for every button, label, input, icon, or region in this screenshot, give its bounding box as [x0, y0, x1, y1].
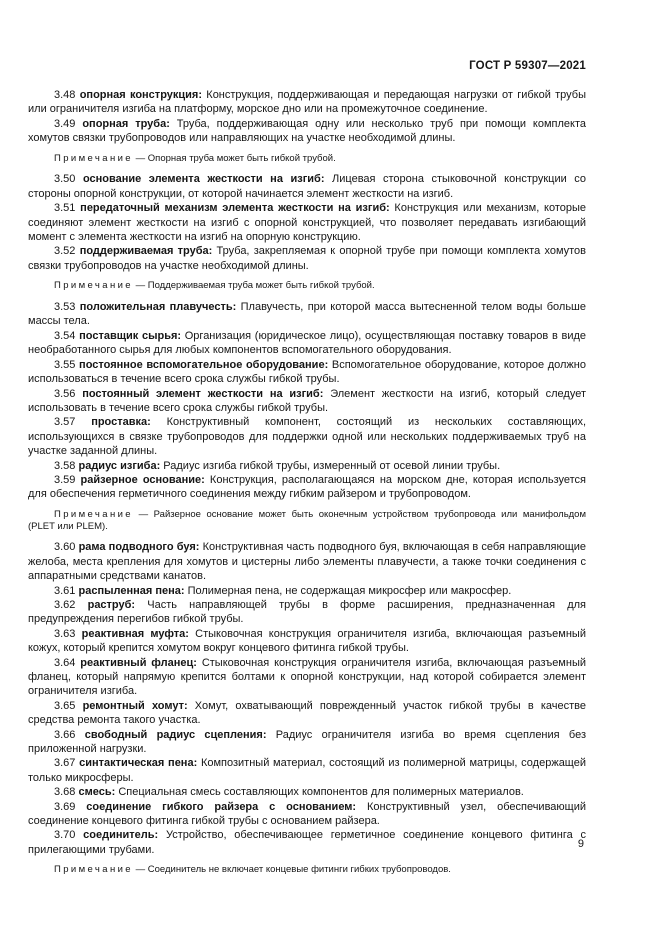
- term-definition: Радиус ограничителя изгиба во время сцепления без приложенной нагрузки.: [28, 728, 586, 756]
- term-paragraph: [28, 756, 586, 785]
- term-number: 3.66: [54, 728, 76, 741]
- term-number: 3.68: [54, 786, 76, 799]
- term-number: 3.50: [54, 173, 76, 186]
- term-paragraph: [28, 117, 586, 146]
- term-definition: Конструктивная часть подводного буя, включающая в себя направляющие желоба, места крепления для хомутов и цистерны либо элементы плавучести, а также точки соединения с аппаратными средствами канатов.: [28, 541, 587, 583]
- term-paragraph: [28, 473, 586, 502]
- term-paragraph: [28, 540, 586, 583]
- term-name: основание элемента жесткости на изгиб:: [82, 173, 325, 186]
- term-name: рама подводного буя:: [78, 541, 200, 554]
- term-paragraph: [28, 800, 586, 829]
- term-paragraph: [28, 584, 586, 598]
- note-label: Примечание: [54, 508, 133, 520]
- term-paragraph: [28, 656, 586, 699]
- term-name: реактивный фланец:: [80, 656, 197, 669]
- term-paragraph: [28, 828, 586, 857]
- term-number: 3.55: [54, 358, 76, 371]
- term-number: 3.54: [54, 329, 76, 342]
- term-paragraph: [28, 728, 586, 757]
- note-text: — Райзерное основание может быть оконечным устройством трубопровода или манифольдом (PLET или PLEM).: [28, 508, 587, 532]
- term-name: соединение гибкого райзера с основанием:: [86, 800, 357, 813]
- note-label: Примечание: [54, 280, 133, 292]
- term-number: 3.61: [54, 584, 76, 597]
- term-paragraph: [28, 598, 586, 627]
- term-name: передаточный механизм элемента жесткости на изгиб:: [80, 202, 390, 215]
- term-number: 3.60: [54, 541, 76, 554]
- term-paragraph: [28, 172, 586, 201]
- term-number: 3.62: [54, 598, 76, 611]
- term-number: 3.64: [54, 656, 76, 669]
- term-number: 3.70: [54, 829, 76, 842]
- term-number: 3.67: [54, 757, 76, 770]
- term-paragraph: [28, 358, 586, 387]
- note-text: — Поддерживаемая труба может быть гибкой трубой.: [135, 280, 375, 292]
- term-name: проставка:: [91, 416, 151, 429]
- term-number: 3.48: [54, 89, 76, 101]
- term-definition: Вспомогательное оборудование, которое должно использоваться в течение всего срока службы гибкой трубы.: [28, 358, 586, 386]
- term-number: 3.57: [54, 416, 76, 429]
- term-name: свободный радиус сцепления:: [84, 728, 267, 741]
- term-name: синтактическая пена:: [79, 757, 198, 770]
- term-definition: Устройство, обеспечивающее герметичное соединение концевого фитинга с прилегающими трубами.: [28, 829, 586, 856]
- term-definition: Труба, закрепляемая к опорной трубе при помощи комплекта хомутов связки трубопроводов на участке необходимой длины.: [28, 245, 587, 272]
- term-name: реактивная муфта:: [81, 627, 189, 640]
- term-name: радиус изгиба:: [78, 459, 161, 472]
- page-header: [28, 60, 586, 72]
- term-definition: Радиус изгиба гибкой трубы, измеренный от осевой линии трубы.: [163, 459, 501, 472]
- term-name: соединитель:: [83, 829, 159, 842]
- term-definition: Стыковочная конструкция ограничителя изгиба, включающая разъемный кожух, который крепится хомутом вокруг концевого фитинга гибкой трубы.: [28, 627, 586, 655]
- term-name: раструб:: [87, 598, 136, 611]
- term-name: постоянное вспомогательное оборудование:: [79, 358, 329, 371]
- term-definition: Конструкция, поддерживающая и передающая нагрузки от гибкой трубы или ограничителя изгиба на платформу, морское дно или на промежуточное соединение.: [28, 89, 586, 116]
- term-number: 3.52: [54, 245, 76, 258]
- note-label: Примечание: [54, 152, 133, 164]
- term-number: 3.51: [54, 202, 76, 215]
- term-definition: Стыковочная конструкция ограничителя изгиба, включающая разъемный фланец, который напрямую крепится болтами к опорной конструкции, над которой собирается элемент ограничителя изгиба.: [28, 656, 586, 698]
- term-definition: Полимерная пена, не содержащая микросфер или макросфер.: [187, 584, 512, 597]
- term-name: положительная плавучесть:: [79, 301, 237, 314]
- term-number: 3.56: [54, 387, 76, 400]
- term-definition: Конструкция, располагающаяся на морском дне, которая используется для обеспечения герметичного соединения между гибким райзером и трубопроводом.: [28, 473, 587, 501]
- note-label: Примечание: [54, 864, 133, 876]
- term-name: постоянный элемент жесткости на изгиб:: [82, 387, 324, 400]
- term-paragraph: [28, 300, 586, 329]
- term-definition: Хомут, охватывающий поврежденный участок гибкой трубы в качестве средства ремонта такого участка.: [28, 699, 586, 727]
- term-definition: Плавучесть, при которой масса вытесненной телом воды больше массы тела.: [28, 301, 587, 328]
- page-content: [28, 60, 586, 884]
- term-name: поставщик сырья:: [79, 329, 182, 342]
- term-number: 3.69: [54, 800, 76, 813]
- term-number: 3.49: [54, 117, 76, 130]
- term-paragraph: [28, 627, 586, 656]
- note-paragraph: [28, 153, 586, 165]
- note-paragraph: [28, 280, 586, 292]
- term-definition: Лицевая сторона стыковочной конструкции со стороны опорной конструкции, от которой начинается элемент жесткости на изгиб.: [28, 173, 587, 200]
- term-definition: Труба, поддерживающая одну или несколько труб при помощи комплекта хомутов связки трубопроводов или направляющих на участке необходимой длины.: [28, 117, 587, 145]
- term-definition: Специальная смесь составляющих компонентов для полимерных материалов.: [118, 786, 524, 799]
- term-definition: Часть направляющей трубы в форме расширения, предназначенная для предупреждения перегибов гибкой трубы.: [28, 598, 587, 626]
- term-paragraph: [28, 88, 586, 117]
- term-definition: Элемент жесткости на изгиб, который следует использовать в течение всего срока службы гибкой трубы.: [28, 387, 587, 414]
- note-paragraph: [28, 864, 586, 876]
- term-paragraph: [28, 244, 586, 273]
- term-paragraph: [28, 785, 586, 799]
- term-number: 3.63: [54, 627, 76, 640]
- term-paragraph: [28, 329, 586, 358]
- document-code: ГОСТ Р 59307—2021: [469, 60, 586, 72]
- term-paragraph: [28, 459, 586, 473]
- term-definition: Конструктивный компонент, состоящий из нескольких составляющих, использующихся в связке трубопроводов для поддержки одной или нескольких поддерживаемых труб на участке заданной длины.: [28, 416, 586, 458]
- term-paragraph: [28, 699, 586, 728]
- term-paragraph: [28, 415, 586, 458]
- terms-list: [28, 88, 586, 876]
- term-number: 3.65: [54, 699, 76, 712]
- term-paragraph: [28, 201, 586, 244]
- term-name: распыленная пена:: [78, 584, 185, 597]
- page-number: 9: [577, 838, 584, 850]
- note-text: — Соединитель не включает концевые фитинги гибких трубопроводов.: [135, 864, 451, 876]
- note-paragraph: [28, 509, 586, 533]
- term-name: опорная труба:: [82, 117, 170, 130]
- term-definition: Конструктивный узел, обеспечивающий соединение концевого фитинга гибкой трубы с основанием райзера.: [28, 800, 586, 828]
- term-number: 3.53: [54, 301, 76, 314]
- term-name: поддерживаемая труба:: [79, 245, 213, 258]
- term-number: 3.58: [54, 459, 76, 472]
- term-number: 3.59: [54, 473, 76, 486]
- term-name: райзерное основание:: [80, 473, 205, 486]
- term-definition: Композитный материал, состоящий из полимерной матрицы, содержащей только микросферы.: [28, 757, 586, 784]
- note-text: — Опорная труба может быть гибкой трубой.: [135, 152, 336, 164]
- term-paragraph: [28, 387, 586, 416]
- term-definition: Организация (юридическое лицо), осуществляющая поставку товаров в виде необработанного сырья для любых компонентов вспомогательного оборудования.: [28, 329, 586, 357]
- term-name: ремонтный хомут:: [82, 699, 188, 712]
- term-name: смесь:: [78, 786, 116, 799]
- term-definition: Конструкция или механизм, которые соединяют элемент жесткости на изгиб с опорной конструкцией, что позволяет передавать изгибающий момент с элемента жесткости на изгиб на опорную конструкцию.: [28, 202, 586, 244]
- term-name: опорная конструкция:: [79, 89, 202, 101]
